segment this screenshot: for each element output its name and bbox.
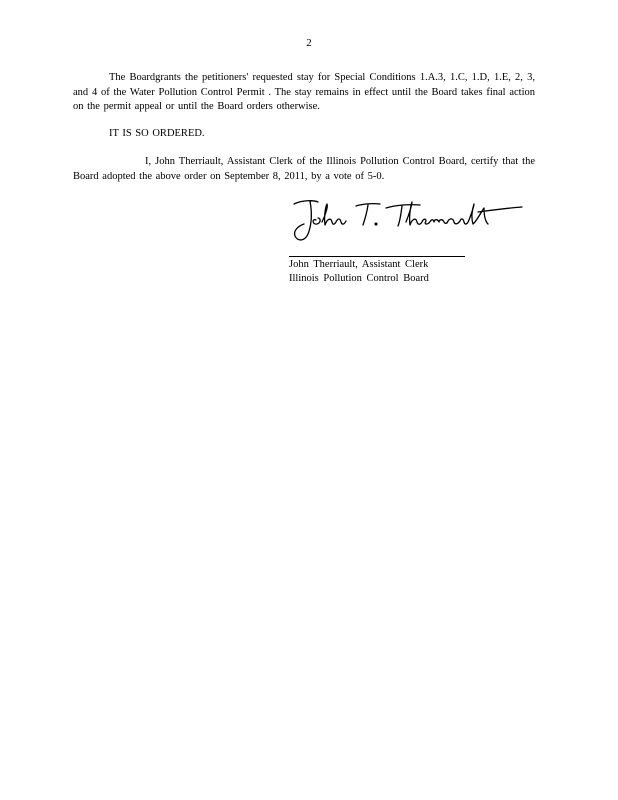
signer-name-title: John Therriault, Assistant Clerk bbox=[289, 259, 429, 270]
so-ordered-paragraph bbox=[109, 127, 309, 142]
order-paragraph-text: The Boardgrants the petitioners' requested stay for Special Conditions 1.A.3, 1.C, 1.D, 1.E, 2, 3, and 4 of the Water Pollution Control Permit . The stay remains in effect until the Board takes final action on the permit appeal or until the Board orders otherwise. bbox=[73, 72, 535, 112]
order-paragraph bbox=[73, 71, 535, 115]
signature-block bbox=[289, 258, 429, 286]
handwritten-signature bbox=[288, 194, 528, 246]
page-number: 2 bbox=[306, 37, 312, 49]
so-ordered-text: IT IS SO ORDERED. bbox=[109, 128, 205, 139]
signature-line bbox=[289, 256, 465, 257]
certification-paragraph bbox=[73, 155, 535, 184]
certification-text: I, John Therriault, Assistant Clerk of the Illinois Pollution Control Board, certify that the Board adopted the above order on September 8, 2011, by a vote of 5-0. bbox=[73, 156, 535, 182]
signer-organization: Illinois Pollution Control Board bbox=[289, 273, 429, 284]
